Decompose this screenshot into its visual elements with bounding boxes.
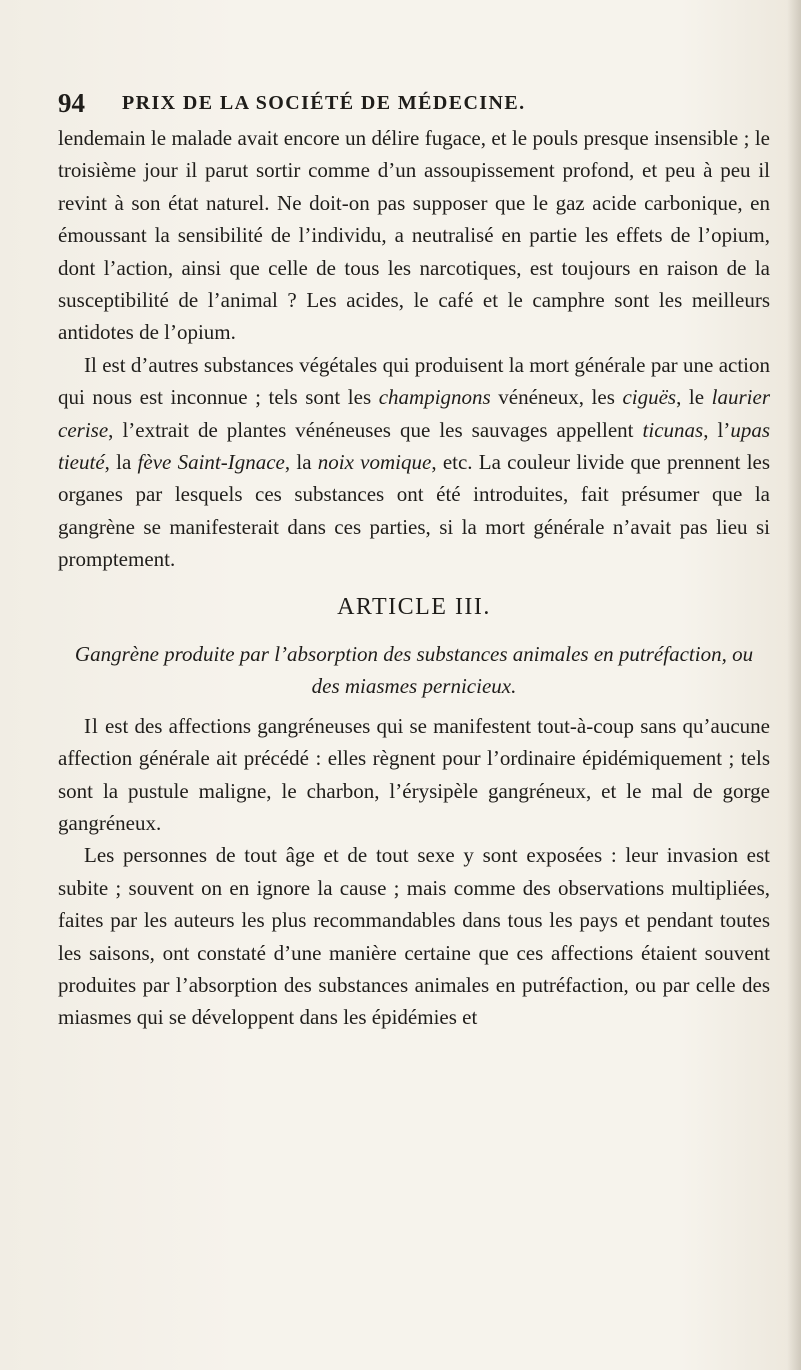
p2-term-5: upas tieuté xyxy=(58,417,771,475)
p3-lead-word: Il xyxy=(84,713,99,738)
running-title: PRIX DE LA SOCIÉTÉ DE MÉDECINE. xyxy=(122,92,526,114)
paragraph-2 xyxy=(58,349,770,576)
article-subtitle: Gangrène produite par l’absorption des substances animales en putréfaction, ou des miasmes pernicieux. xyxy=(74,641,754,698)
p2-term-2: ciguës xyxy=(622,385,677,410)
paragraph-3 xyxy=(58,710,770,840)
p2-text-6: , la xyxy=(104,450,138,475)
p2-text-4: , l’extrait de plantes vénéneuses que les sauvages appellent xyxy=(108,417,643,442)
p3-text: est des affections gangréneuses qui se manifestent tout-à-coup sans qu’aucune affection générale ait précédé : elles règnent pour l’ordinaire épidémiquement ; tels sont la pustule maligne, le charbon, l’érysipèle gangréneux, et le mal de gorge gangréneux. xyxy=(58,713,770,835)
paragraph-4: Les personnes de tout âge et de tout sexe y sont exposées : leur invasion est subite ; souvent on en ignore la cause ; mais comme des observations multipliées, faites par les auteurs les plus recommandables dans tous les pays et pendant toutes les saisons, ont constaté d’une manière certaine que ces affections étaient souvent produites par l’absorption des substances animales en putréfaction, ou par celle des miasmes qui se développent dans les épidémies et xyxy=(58,843,770,1030)
page-number: 94 xyxy=(58,88,85,118)
p2-text-1: Il est d’autres substances végétales qui produisent la mort générale par une action qui nous est inconnue ; tels sont les xyxy=(58,352,770,410)
p2-term-4: ticunas xyxy=(642,417,704,442)
p2-text-2: vénéneux, les xyxy=(490,385,623,410)
p2-text-7: , la xyxy=(284,450,318,475)
running-head xyxy=(58,88,758,122)
p2-text-5: , l’ xyxy=(703,417,731,442)
paragraph-1: lendemain le malade avait encore un délire fugace, et le pouls presque insensible ; le troisième jour il parut sortir comme d’un assoupissement profond, et peu à peu il revint à son état naturel. Ne doit-on pas supposer que le gaz acide carbonique, en émoussant la sensibilité de l’individu, a neutralisé en partie les effets de l’opium, dont l’action, ainsi que celle de tous les narcotiques, est toujours en raison de la susceptibilité de l’animal ? Les acides, le café et le camphre sont les meilleurs antidotes de l’opium. xyxy=(58,126,770,345)
body-text xyxy=(58,122,770,1034)
p2-text-3: , le xyxy=(676,385,712,410)
p2-term-7: noix vomique xyxy=(317,450,432,475)
article-heading: ARTICLE III. xyxy=(337,593,491,620)
p2-text-8: , etc. La couleur livide que prennent les organes par lesquels ces substances ont été introduites, fait présumer que la gangrène se manifesterait dans ces parties, si la mort générale n’avait pas lieu si promptement. xyxy=(58,450,771,572)
p2-term-6: fève Saint-Ignace xyxy=(137,450,285,475)
p2-term-3: laurier cerise xyxy=(58,385,770,442)
p2-term-1: champignons xyxy=(378,385,491,410)
page-edge-shadow xyxy=(787,0,801,1370)
